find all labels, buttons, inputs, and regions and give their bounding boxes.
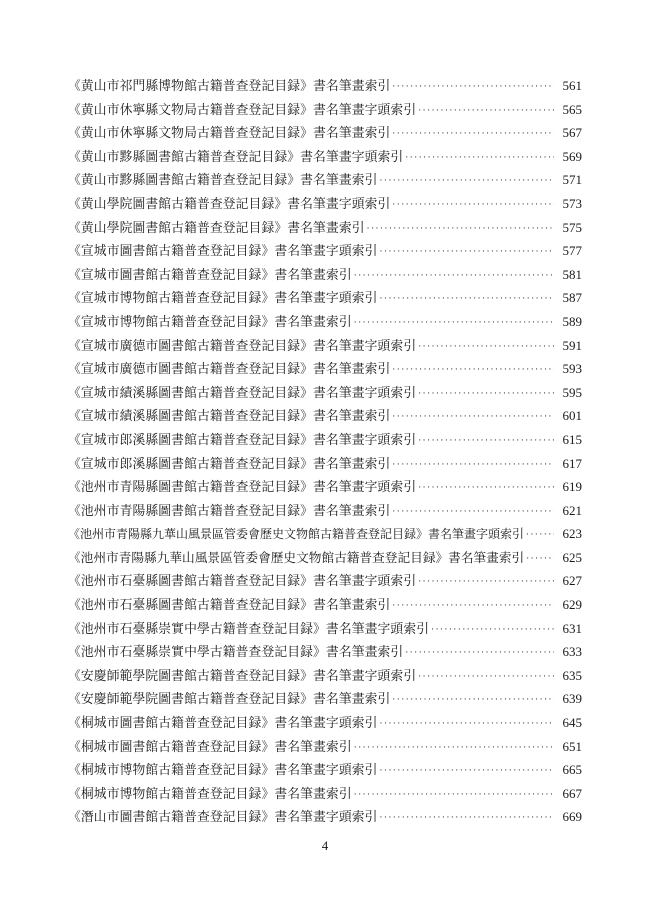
toc-entry-page: 645 xyxy=(562,715,582,731)
toc-entry-title: 《黄山學院圖書館古籍普查登記目録》書名筆畫索引 xyxy=(68,220,365,236)
toc-entry-title: 《安慶師範學院圖書館古籍普查登記目録》書名筆畫字頭索引 xyxy=(68,668,417,684)
toc-leader-dots xyxy=(418,383,554,407)
toc-leader-dots xyxy=(380,713,554,737)
toc-entry xyxy=(68,216,582,240)
toc-entry xyxy=(68,782,582,806)
toc-leader-dots xyxy=(380,760,554,784)
toc-leader-dots xyxy=(418,336,554,360)
toc-leader-dots xyxy=(418,477,554,501)
toc-entry-title: 《安慶師範學院圖書館古籍普查登記目録》書名筆畫索引 xyxy=(68,692,391,708)
toc-entry xyxy=(68,735,582,759)
toc-entry-title: 《宣城市廣德市圖書館古籍普查登記目録》書名筆畫字頭索引 xyxy=(68,338,417,354)
toc-entry-page: 617 xyxy=(562,455,582,471)
toc-entry-title: 《桐城市圖書館古籍普查登記目録》書名筆畫字頭索引 xyxy=(68,716,378,732)
toc-leader-dots xyxy=(392,123,554,147)
toc-entry-page: 573 xyxy=(562,195,582,211)
toc-entry xyxy=(68,758,582,782)
toc-leader-dots xyxy=(354,737,554,761)
toc-entry xyxy=(68,381,582,405)
toc-leader-dots xyxy=(431,619,554,643)
page-number: 4 xyxy=(321,838,329,853)
toc-leader-dots xyxy=(380,807,554,831)
toc-entry xyxy=(68,334,582,358)
toc-leader-dots xyxy=(354,784,554,808)
toc-entry xyxy=(68,546,582,570)
toc-entry xyxy=(68,475,582,499)
toc-entry-page: 587 xyxy=(562,290,582,306)
toc-entry xyxy=(68,192,582,216)
toc-entry xyxy=(68,310,582,334)
toc-entry-page: 601 xyxy=(562,408,582,424)
toc-entry-page: 619 xyxy=(562,479,582,495)
toc-entry-title: 《桐城市博物館古籍普查登記目録》書名筆畫字頭索引 xyxy=(68,763,378,779)
toc-entry-title: 《宣城市博物館古籍普查登記目録》書名筆畫索引 xyxy=(68,314,352,330)
toc-entry-page: 561 xyxy=(562,78,582,93)
toc-leader-dots xyxy=(392,76,554,100)
toc-entry xyxy=(68,168,582,192)
toc-entry-title: 《桐城市博物館古籍普查登記目録》書名筆畫索引 xyxy=(68,786,352,802)
toc-entry-title: 《黄山市休寧縣文物局古籍普查登記目録》書名筆畫字頭索引 xyxy=(68,102,417,118)
toc-entry xyxy=(68,664,582,688)
toc-leader-dots xyxy=(392,406,554,430)
toc-entry-page: 569 xyxy=(562,148,582,164)
toc-entry xyxy=(68,428,582,452)
toc-entry-page: 565 xyxy=(562,101,582,117)
toc-entry-page: 595 xyxy=(562,384,582,400)
toc-leader-dots xyxy=(526,524,554,548)
toc-entry-title: 《池州市青陽縣圖書館古籍普查登記目録》書名筆畫索引 xyxy=(68,503,391,519)
toc-entry-page: 575 xyxy=(562,219,582,235)
toc-entry-page: 669 xyxy=(562,809,582,825)
toc-leader-dots xyxy=(405,147,554,171)
toc-leader-dots xyxy=(380,241,554,265)
toc-entry-page: 591 xyxy=(562,337,582,353)
toc-entry xyxy=(68,593,582,617)
toc-entry xyxy=(68,263,582,287)
toc-entry-title: 《宣城市圖書館古籍普查登記目録》書名筆畫索引 xyxy=(68,267,352,283)
toc-entry-title: 《宣城市博物館古籍普查登記目録》書名筆畫字頭索引 xyxy=(68,291,378,307)
toc-entry-page: 625 xyxy=(562,549,582,565)
toc-entry-title: 《桐城市圖書館古籍普查登記目録》書名筆畫索引 xyxy=(68,739,352,755)
toc-entry-page: 651 xyxy=(562,738,582,754)
toc-entry-title: 《宣城市郎溪縣圖書館古籍普查登記目録》書名筆畫字頭索引 xyxy=(68,432,417,448)
toc-entry-title: 《黄山市休寧縣文物局古籍普查登記目録》書名筆畫索引 xyxy=(68,126,391,142)
toc-leader-dots xyxy=(392,501,554,525)
toc-entry-title: 《黄山市黟縣圖書館古籍普查登記目録》書名筆畫索引 xyxy=(68,173,378,189)
toc-entry-page: 593 xyxy=(562,361,582,377)
toc-entry-page: 665 xyxy=(562,762,582,778)
toc-entry xyxy=(68,617,582,641)
toc-leader-dots xyxy=(526,548,554,572)
toc-entry-title: 《池州市石臺縣崇實中學古籍普查登記目録》書名筆畫字頭索引 xyxy=(68,621,430,637)
toc-entry xyxy=(68,452,582,476)
toc-entry xyxy=(68,687,582,711)
toc-entry-page: 629 xyxy=(562,597,582,613)
toc-entry xyxy=(68,569,582,593)
toc-entry xyxy=(68,98,582,122)
toc-entry xyxy=(68,286,582,310)
toc-entry-page: 639 xyxy=(562,691,582,707)
toc-entry xyxy=(68,145,582,169)
toc-leader-dots xyxy=(367,218,554,242)
toc-entry xyxy=(68,239,582,263)
toc-entry xyxy=(68,74,582,98)
toc-leader-dots xyxy=(418,100,554,124)
toc-entry-title: 《宣城市績溪縣圖書館古籍普查登記目録》書名筆畫索引 xyxy=(68,409,391,425)
toc-entry xyxy=(68,522,582,546)
toc-entry-title: 《池州市青陽縣九華山風景區管委會歷史文物館古籍普查登記目録》書名筆畫索引 xyxy=(68,549,525,565)
toc-entry-title: 《黄山學院圖書館古籍普查登記目録》書名筆畫字頭索引 xyxy=(68,196,391,212)
toc-entry-title: 《宣城市郎溪縣圖書館古籍普查登記目録》書名筆畫索引 xyxy=(68,456,391,472)
toc-entry-title: 《池州市青陽縣圖書館古籍普查登記目録》書名筆畫字頭索引 xyxy=(68,480,417,496)
toc-entry-page: 581 xyxy=(562,266,582,282)
toc-leader-dots xyxy=(380,288,554,312)
toc-entry-title: 《宣城市廣德市圖書館古籍普查登記目録》書名筆畫索引 xyxy=(68,362,391,378)
toc-entry-page: 621 xyxy=(562,502,582,518)
toc-leader-dots xyxy=(354,312,554,336)
toc-leader-dots xyxy=(418,666,554,690)
toc-leader-dots xyxy=(392,454,554,478)
toc-entry xyxy=(68,640,582,664)
toc-entry xyxy=(68,357,582,381)
toc-leader-dots xyxy=(418,571,554,595)
toc-entry xyxy=(68,805,582,829)
toc-entry-title: 《宣城市圖書館古籍普查登記目録》書名筆畫字頭索引 xyxy=(68,244,378,260)
toc-entry-title: 《宣城市績溪縣圖書館古籍普查登記目録》書名筆畫字頭索引 xyxy=(68,385,417,401)
toc-entry-page: 623 xyxy=(562,526,582,542)
toc-leader-dots xyxy=(392,595,554,619)
toc-entry-title: 《池州市石臺縣圖書館古籍普查登記目録》書名筆畫索引 xyxy=(68,598,391,614)
toc-entry xyxy=(68,711,582,735)
toc-entry-page: 615 xyxy=(562,431,582,447)
toc-leader-dots xyxy=(418,430,554,454)
toc-entry-page: 627 xyxy=(562,573,582,589)
toc-entry xyxy=(68,121,582,145)
toc-entry-page: 567 xyxy=(562,125,582,141)
toc-leader-dots xyxy=(380,170,554,194)
table-of-contents xyxy=(68,74,582,829)
toc-leader-dots xyxy=(392,359,554,383)
toc-entry-page: 571 xyxy=(562,172,582,188)
toc-leader-dots xyxy=(392,689,554,713)
toc-entry-title: 《池州市石臺縣圖書館古籍普查登記目録》書名筆畫字頭索引 xyxy=(68,574,417,590)
toc-entry-page: 589 xyxy=(562,313,582,329)
toc-leader-dots xyxy=(392,194,554,218)
toc-entry-page: 633 xyxy=(562,644,582,660)
toc-entry-title: 《池州市青陽縣九華山風景區管委會歷史文物館古籍普查登記目録》書名筆畫字頭索引 xyxy=(68,527,525,542)
toc-entry xyxy=(68,404,582,428)
toc-leader-dots xyxy=(405,642,554,666)
toc-entry-title: 《潛山市圖書館古籍普查登記目録》書名筆畫字頭索引 xyxy=(68,810,378,826)
toc-entry-page: 631 xyxy=(562,620,582,636)
toc-entry xyxy=(68,499,582,523)
toc-entry-title: 《黄山市黟縣圖書館古籍普查登記目録》書名筆畫字頭索引 xyxy=(68,149,404,165)
toc-entry-title: 《黄山市祁門縣博物館古籍普查登記目録》書名筆畫索引 xyxy=(68,79,391,94)
toc-entry-page: 577 xyxy=(562,243,582,259)
toc-entry-title: 《池州市石臺縣崇實中學古籍普查登記目録》書名筆畫索引 xyxy=(68,645,404,661)
toc-leader-dots xyxy=(354,265,554,289)
toc-entry-page: 635 xyxy=(562,667,582,683)
toc-entry-page: 667 xyxy=(562,785,582,801)
